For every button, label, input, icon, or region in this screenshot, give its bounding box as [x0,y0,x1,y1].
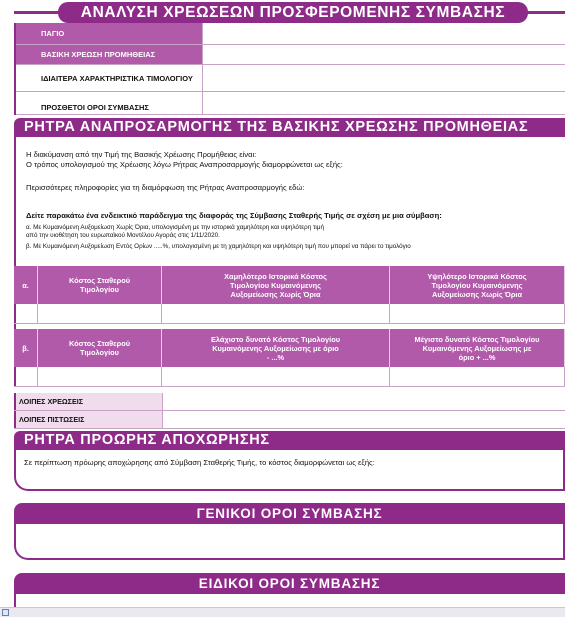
document-title: ΑΝΑΛΥΣΗ ΧΡΕΩΣΕΩΝ ΠΡΟΣΦΕΡΟΜΕΝΗΣ ΣΥΜΒΑΣΗΣ [58,2,528,23]
example-a-line1: α. Με Κυμαινόμενη Αυξομείωση Χωρίς Όρια, υπολογισμένη με την ιστορικά χαμηλότερη και υψηλότερη τιμή [26,224,324,231]
row-label: ΠΑΓΙΟ [16,23,202,44]
row-value[interactable] [202,23,565,44]
section-revision-heading: ΡΗΤΡΑ ΑΝΑΠΡΟΣΑΡΜΟΓΗΣ ΤΗΣ ΒΑΣΙΚΗΣ ΧΡΕΩΣΗΣ ΠΡΟΜΗΘΕΙΑΣ [14,118,565,137]
row-special-characteristics [16,65,565,92]
row-label: ΠΡΟΣΘΕΤΟΙ ΟΡΟΙ ΣΥΜΒΑΣΗΣ [41,103,149,112]
section-border [14,594,16,607]
section-special-terms-heading: ΕΙΔΙΚΟΙ ΟΡΟΙ ΣΥΜΒΑΣΗΣ [14,573,565,594]
row-label: ΙΔΙΑΙΤΕΡΑ ΧΑΡΑΚΤΗΡΙΣΤΙΚΑ ΤΙΜΟΛΟΓΙΟΥ [41,73,193,83]
revision-line-2: Ο τρόπος υπολογισμού της Χρέωσης λόγω Ρήτρας Αναπροσαρμογής διαμορφώνεται ως εξής: [26,160,343,169]
row-fixed-charge [16,23,565,45]
table-cell[interactable] [38,367,162,386]
page-icon [2,609,9,616]
table-cell[interactable] [162,304,390,323]
revision-line-1: Η διακύμανση από την Τιμή της Βασικής Χρέωσης Προμήθειας είναι: [26,150,257,159]
row-value[interactable] [202,92,565,114]
row-value[interactable] [202,45,565,64]
header-fixed-cost: Κόστος Σταθερού Τιμολογίου [38,329,162,367]
comparison-table-b [14,329,565,387]
row-label: ΛΟΙΠΕΣ ΠΙΣΤΩΣΕΙΣ [14,411,162,428]
comparison-table-a [14,266,565,324]
table-header [14,266,565,304]
row-label: ΛΟΙΠΕΣ ΧΡΕΩΣΕΙΣ [14,393,162,410]
early-termination-box [14,450,565,491]
table-cell[interactable] [38,304,162,323]
table-cell[interactable] [390,304,565,323]
section-general-terms-heading: ΓΕΝΙΚΟΙ ΟΡΟΙ ΣΥΜΒΑΣΗΣ [14,503,565,524]
row-label: ΒΑΣΙΚΗ ΧΡΕΩΣΗ ΠΡΟΜΗΘΕΙΑΣ [16,45,202,64]
general-terms-box[interactable] [14,524,565,560]
summary-table [14,23,565,115]
row-other-credits [14,411,565,429]
header-minimum-cost: Ελάχιστο δυνατό Κόστος Τιμολογίου Κυμαινόμενης Αυξομείωσης με όριο - ...% [162,329,390,367]
row-value[interactable] [162,411,565,428]
row-other-charges [14,393,565,411]
row-basic-supply-charge [16,45,565,65]
title-rule-right [522,11,565,14]
early-termination-text: Σε περίπτωση πρόωρης αποχώρησης από Σύμβαση Σταθερής Τιμής, το κόστος διαμορφώνεται ως εξής: [24,458,375,467]
row-value[interactable] [202,65,565,91]
header-fixed-cost: Κόστος Σταθερού Τιμολογίου [38,266,162,304]
table-header [14,329,565,367]
row-additional-terms [16,92,565,115]
revision-line-3: Περισσότερες πληροφορίες για τη διαμόρφωση της Ρήτρας Αναπροσαρμογής εδώ: [26,183,305,192]
example-a-line2: από την υιοθέτηση του ευρωπαϊκού Μοντέλου Αγοράς στις 1/11/2020. [26,232,220,239]
example-intro: Δείτε παρακάτω ένα ενδεικτικό παράδειγμα της διαφοράς της Σύμβασης Σταθερής Τιμής σε σχέση με μια σύμβαση: [26,211,442,220]
table-row [14,367,565,387]
example-b: β. Με Κυμαινόμενη Αυξομείωση Εντός Ορίων .....%, υπολογισμένη με τη χαμηλότερη και υψηλότερη τιμή που μπορεί να πάρει το τιμολόγιο [26,243,411,250]
table-letter: β. [14,329,38,367]
row-value[interactable] [162,393,565,410]
title-rule-left [14,11,64,14]
table-cell [14,367,38,386]
table-cell [14,304,38,323]
window-status-bar [0,607,565,617]
header-highest-cost: Υψηλότερο Ιστορικά Κόστος Τιμολογίου Κυμαινόμενης Αυξομείωσης Χωρίς Όρια [390,266,565,304]
section-early-termination-heading: ΡΗΤΡΑ ΠΡΟΩΡΗΣ ΑΠΟΧΩΡΗΣΗΣ [14,431,565,450]
table-cell[interactable] [162,367,390,386]
header-maximum-cost: Μέγιστο δυνατό Κόστος Τιμολογίου Κυμαινόμενης Αυξομείωσης με όριο + ...% [390,329,565,367]
table-cell[interactable] [390,367,565,386]
table-row [14,304,565,324]
table-letter: α. [14,266,38,304]
header-lowest-cost: Χαμηλότερο Ιστορικά Κόστος Τιμολογίου Κυμαινόμενης Αυξομείωσης Χωρίς Όρια [162,266,390,304]
